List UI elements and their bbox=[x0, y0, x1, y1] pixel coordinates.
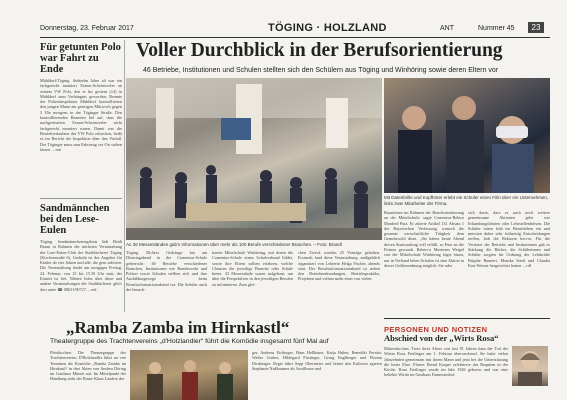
header-rule bbox=[40, 37, 550, 38]
main-col-4: Bausteinen im Rahmen der Berufsorientierung an der Mittelschule, sagte Comenius-Rektor Manfred Putz. Er zitierte Artikel 131 Absatz 1 der Bayerischen Verfassung, wonach die gesamte wirtschaftliche Tätigkeit dem Gemeinwohl dient. „Sie haben heute Abend diesen Staatsauftrag voll erfüllt, so Putz an die Firmen gewandt. Rebecca Maximen Weigel von der Mittelschule Winhöring fügte hinzu, nur in Verbund böten Schulen ist eine Aktion in dieser Größenordnung möglich. Sie sehe bbox=[384, 210, 464, 268]
polo-headline: Für getunten Polo war Fahrt zu Ende bbox=[40, 42, 121, 75]
exhibition-photo bbox=[126, 78, 382, 240]
theater-photo bbox=[130, 350, 248, 400]
main-col-1: Töging. Dichtes Gedränge hat am Dienstagabend in der Comenius-Schule geherrscht: 46 Betriebe verschiedener Branchen, Institutionen wie Bundeswehr und Polizei sowie Schulen stellten sich und ihre Ausbildungswege beim Berufsinformationsabend vor. Die Schüler auch der benach- bbox=[126, 250, 207, 293]
main-col-2: barten Mittelschule Winhöring, mit denen die Comenius-Schule einen Schulverbund bildet, sowie ihre Eltern sollten erfahren, welche Chancen die jeweilige Branche oder Schule bietet. 33 Messestände waren aufgebaut, um über die Perspektiven in den jeweiligen Berufen zu informieren. Zum glei- bbox=[212, 250, 293, 287]
lese-eulen-body: Töging. Sandmännchenergebnis lädt Heidi Braun in Rahmen der nächsten Veranstaltung der Lese-Eulen-Club der Stadtbücherei Töging (Kirchenstraße 6). Gedacht ist das Angebot für Kinder ab vier Jahren und alle, die gern zuhören. Die Veranstaltung findet am morgigen Freitag, 24. Februar, von 15 bis 15.30 Uhr statt, der Eintritt ist frei. Nähere Infos über diese und andere Veranstaltungen der Stadtbücherei gibt's dort unter ☎ 08631/90727. – red bbox=[40, 239, 122, 292]
polo-body: Mühldorf/Töging. Siebzehn Jahre alt war ein fachgerecht montiert Xenon-Scheinwerfer an seinem VW Polo, den er bis gestern (14) in Mühldorf zum Verhängnis geworden: Beamte der Polizeiinspektion Mühldorf kontrollierten den jungen Mann am gestrigen Mittwoch gegen 3 Uhr morgens in der Töginger Straße. Den kontrollierenden Beamten fiel auf, dass die nachgerüsteten Xenon-Scheinwerfer nicht fachgerecht montiert waren. Damit war die Betriebserlaubnis des VW Polo erloschen, heißt es im Bericht der Inspektion über den Vorfall. Der Töginger muss nun Fahrzeug vor Ort stehen lassen. – mü bbox=[40, 78, 122, 152]
vr-headset-photo bbox=[384, 78, 550, 193]
issue-number: Nummer 45 bbox=[478, 25, 515, 32]
main-col-3: chen Zweck wurden 25 Vorträge gehalten. Erstmals fand diese Veranstaltung, maßgeblich organisiert von Lehrerin Helga Fischer, abends statt. Der Berufsinformationsabend ist neben den Betriebserkundungen, Betriebspraktika, Projekten und vielem mehr einer von vielen bbox=[298, 250, 380, 282]
portrait-photo bbox=[512, 346, 548, 386]
section-title: TÖGING · HOLZLAND bbox=[268, 22, 387, 34]
main-col-5: sich darin, dass es auch noch weitere gemeinsame Aktionen gebe wie Erkundungsfahrten oder Lehrstellenbörsen. Die Schüler träten früh ins Berufsleben ein und müssten daher sehr frühzeitig Entscheidungen treffen, hob die Rektorin hervor. Für die Vertreter der Betriebe und Institutionen gab es Stärkung die Bäcker, die Schülerinnen und Schüler sorgten für Ordnung der Lehrkräfte Brigitte Bannert, Monika Streil und Claudia Kon-Werner hergerichtet hatten. – rdf bbox=[468, 210, 550, 268]
publication-code: ANT bbox=[440, 25, 454, 32]
theater-body-2: ger, Andreas Eichinger, Hans Hellbauer, Katja Huber, Benedikt Pernitz, Walter Gruber, Hildegard Pirstinger, Georg Englberger und Florian Dirnberger. Regie führt Sepp Obermeier und hinter den Kulissen agieren Stephanie Nußbaumer als Souffleuse und bbox=[252, 350, 382, 371]
page-number: 23 bbox=[528, 22, 544, 33]
theater-subhead: Theatergruppe des Trachtenvereins „d'Holzlandler“ führt die Komödie insgesamt fünf Mal auf bbox=[50, 338, 329, 345]
theater-headline: „Ramba Zamba im Hirnkastl“ bbox=[66, 318, 290, 337]
theater-body-1: Pleiskirchen. Die Theatergruppe des Trachtenvereins D'Holzlandler führt an vier Terminen die Komödie „Ramba Zamba im Hirnkastl“ in drei Akten von Andrea Döring im Gasthaus Münch auf. Im Mittelpunkt der Handlung steht der Bauer Klaus Landrat der bbox=[50, 350, 126, 382]
main-headline: Voller Durchblick in der Berufsorientierung bbox=[136, 40, 503, 61]
lese-eulen-headline: Sandmännchen bei den Lese-Eulen bbox=[40, 203, 110, 236]
exhibition-photo-caption: An 36 Messeständen gab's Informationen über mehr als 100 Berufe verschiedener Branchen. – Foto: Brandl bbox=[126, 242, 342, 247]
main-subhead: 46 Betriebe, Institutionen und Schulen stellten sich den Schülern aus Töging und Winhöring sowie deren Eltern vor bbox=[143, 67, 499, 74]
lese-eulen-article bbox=[40, 198, 122, 311]
abschied-body: Mitterskirchen. Trotz ihres Alters von fast 91 Jahren kam der Tod der Wirtin Rosa Freilinger am 1. Februar überraschend. Sie hatte vielen Jahrzehnten gemeinsam mit ihrem Mann und jetzt bei der Unterstützung die letzte Ehre. Pfarrer Bernd Kasper zelebrierte das Requiem in der Kirche. Rosa Freilinger wurde im Jahr 1926 geboren und war eine beliebte Wirtin im Gasthaus Fanneramhof. bbox=[384, 346, 508, 378]
vr-photo-caption: Mit Datenbrille und Kopfhörer erlebt ein Schüler einen Film über ein Unternehmen, links zwei Mitarbeiter der Firma. bbox=[384, 195, 549, 206]
polo-article bbox=[40, 42, 122, 192]
issue-date: Donnerstag, 23. Februar 2017 bbox=[40, 25, 134, 32]
column-divider bbox=[124, 40, 125, 312]
page-header bbox=[40, 22, 550, 36]
abschied-headline: Abschied von der „Wirts Rosa“ bbox=[384, 333, 499, 343]
personen-section-bar bbox=[384, 318, 550, 334]
personen-section-title: PERSONEN UND NOTIZEN bbox=[384, 325, 488, 334]
